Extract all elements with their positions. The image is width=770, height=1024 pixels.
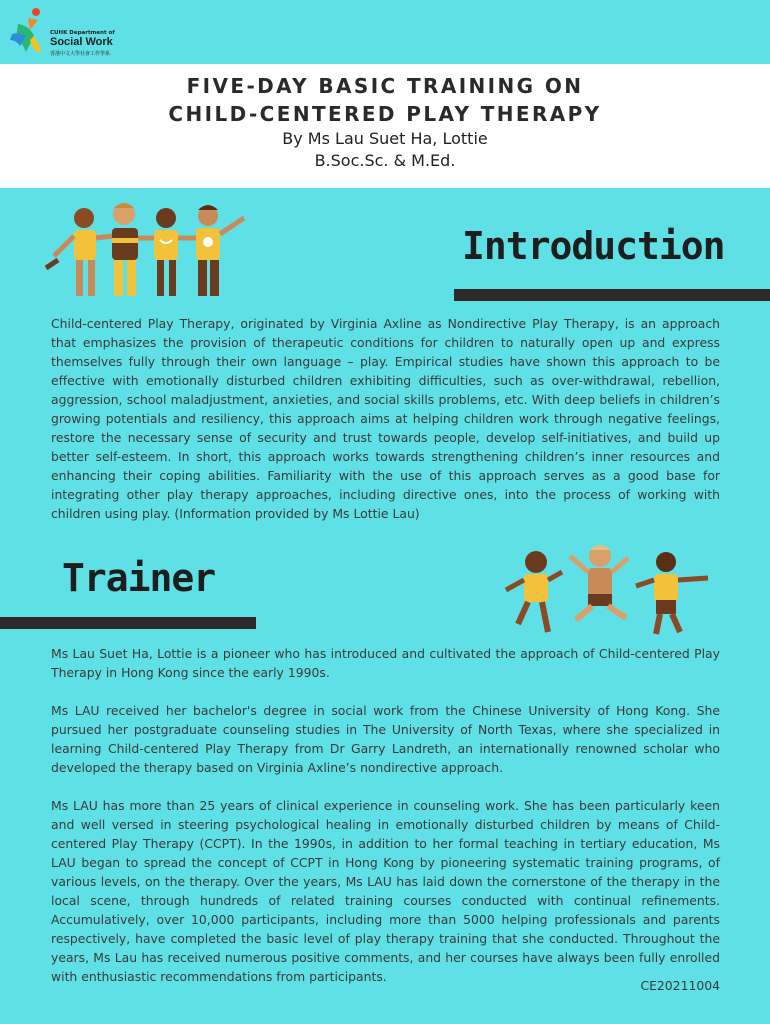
trainer-divider-bar (0, 617, 256, 629)
cuhk-social-work-logo (8, 6, 115, 62)
logo-line-1: CUHK Department of (50, 30, 115, 36)
figure-logo-icon (8, 6, 48, 58)
introduction-divider-bar (454, 289, 770, 301)
trainer-paragraph-1: Ms Lau Suet Ha, Lottie is a pioneer who has introduced and cultivated the approach of Child-centered Play Therapy in Hong Kong since the early 1990s. (51, 646, 720, 680)
logo-line-2: Social Work (50, 36, 113, 48)
introduction-text: Child-centered Play Therapy, originated by Virginia Axline as Nondirective Play Therapy, is an approach that emphasizes the provision of therapeutic conditions for children to naturally open up and express themselves fully through their own language – play. Empirical studies have shown this approach to be effective with emotionally disturbed children exhibiting difficulties, such as over-withdrawal, rebellion, aggression, school maladjustment, anxieties, and social skills problems, etc. With deep beliefs in children’s growing potentials and resiliency, this approach aims at helping children work through negative feelings, restore the necessary sense of security and trust towards people, develop self-initiatives, and build up better self-esteem. In short, this approach works towards strengthening children’s inner resources and enhancing their coping abilities. Familiarity with the use of this approach serves as a good base for integrating other play therapy approaches, including directive ones, into the process of working with children using play. (Information provided by Ms Lottie Lau) (51, 316, 720, 521)
logo-line-3: 香港中文大學社會工作學系 (50, 51, 111, 57)
byline: By Ms Lau Suet Ha, Lottie (282, 129, 488, 148)
course-code: CE20211004 (640, 978, 720, 993)
trainer-paragraph-3: Ms LAU has more than 25 years of clinical experience in counseling work. She has been particularly keen and well versed in steering psychological healing in emotionally disturbed children by means of Child-centered Play Therapy (CCPT). In the 1990s, in addition to her formal teaching in tertiary education, Ms LAU began to spread the concept of CCPT in Hong Kong by pioneering systematic training programs, of various levels, on the therapy. Over the years, Ms LAU has laid down the cornerstone of the therapy in the local scene, through hundreds of related training courses conducted with continual refinements. Accumulatively, over 10,000 participants, including more than 5000 helping professionals and parents respectively, have completed the basic level of play therapy training that she conducted. Throughout the years, Ms Lau has received numerous positive comments, and her courses have always been fully enrolled with enthusiastic recommendations from participants. (51, 798, 720, 984)
trainer-paragraph-2: Ms LAU received her bachelor's degree in social work from the Chinese University of Hong Kong. She pursued her postgraduate counseling studies in The University of North Texas, where she specialized in learning Child-centered Play Therapy from Dr Garry Landreth, an internationally renowned scholar who developed the therapy based on Virginia Axline’s nondirective approach. (51, 703, 720, 775)
title-line-1: FIVE-DAY BASIC TRAINING ON (186, 74, 584, 98)
trainer-heading: Trainer (62, 556, 216, 600)
title-banner (0, 64, 770, 188)
degrees: B.Soc.Sc. & M.Ed. (314, 151, 456, 170)
kids-holding-hands-illustration (44, 200, 254, 300)
trainer-text (51, 644, 720, 986)
introduction-heading: Introduction (462, 224, 725, 268)
kids-jumping-illustration (496, 542, 716, 642)
title-line-2: CHILD-CENTERED PLAY THERAPY (168, 102, 602, 126)
